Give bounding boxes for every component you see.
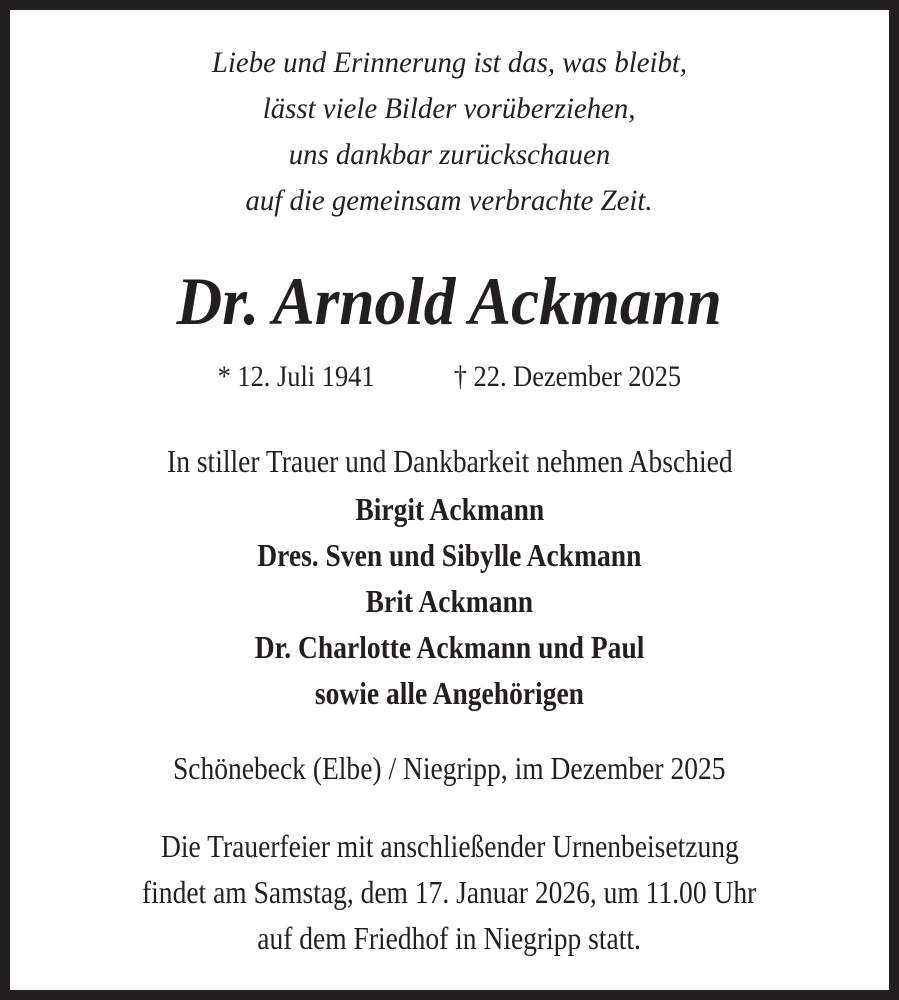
mourner-name: Dres. Sven und Sibylle Ackmann [257, 537, 642, 573]
place-and-date: Schönebeck (Elbe) / Niegripp, im Dezember 2025 [173, 750, 726, 786]
birth-date: * 12. Juli 1941 [217, 360, 375, 393]
obituary-notice [10, 10, 889, 990]
mourner-name: Dr. Charlotte Ackmann und Paul [254, 629, 645, 665]
ceremony-line: auf dem Friedhof in Niegripp statt. [257, 920, 642, 956]
deceased-name: Dr. Arnold Ackmann [176, 263, 723, 339]
ceremony-line: Die Trauerfeier mit anschließender Urnenbeisetzung [160, 828, 739, 864]
mourner-name: sowie alle Angehörigen [314, 675, 585, 711]
poem-line: uns dankbar zurückschauen [288, 138, 611, 171]
poem-line: lässt viele Bilder vorüberziehen, [263, 92, 636, 125]
mourner-name: Birgit Ackmann [355, 491, 544, 527]
death-date: † 22. Dezember 2025 [453, 360, 682, 393]
farewell-intro: In stiller Trauer und Dankbarkeit nehmen Abschied [166, 443, 733, 479]
mourner-name: Brit Ackmann [365, 583, 534, 619]
ceremony-line: findet am Samstag, dem 17. Januar 2026, um 11.00 Uhr [142, 874, 757, 910]
life-dates [10, 360, 889, 394]
poem-line: Liebe und Erinnerung ist das, was bleibt, [211, 46, 688, 79]
poem-line: auf die gemeinsam verbrachte Zeit. [245, 184, 654, 217]
